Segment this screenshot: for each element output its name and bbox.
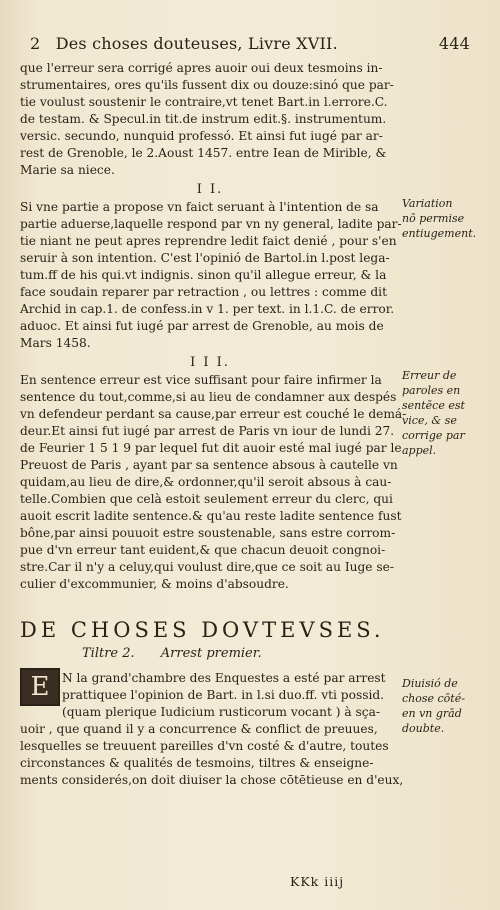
text-line: que l'erreur sera corrigé apres auoir oui deux tesmoins in- bbox=[20, 61, 383, 75]
margin-note-line: entiugement. bbox=[402, 227, 477, 240]
text-line: Preuost de Paris , ayant par sa sentence absous à cautelle vn bbox=[20, 458, 398, 472]
text-line: face soudain reparer par retraction , ou lettres : comme dit bbox=[20, 285, 387, 299]
text-line: stre.Car il n'y a celuy,qui voulust dire,que ce soit au Iuge se- bbox=[20, 560, 394, 574]
margin-note-line: doubte. bbox=[402, 722, 445, 735]
text-line: Mars 1458. bbox=[20, 336, 91, 350]
text-line: tie voulust soustenir le contraire,vt tenet Bart.in l.errore.C. bbox=[20, 95, 388, 109]
text-line: lesquelles se treuuent pareilles d'vn costé & d'autre, toutes bbox=[20, 739, 389, 753]
final-paragraph bbox=[20, 704, 404, 789]
text-line: tum.ff de his qui.vt indignis. sinon qu'il allegue erreur, & la bbox=[20, 268, 387, 282]
margin-note-line: paroles en bbox=[402, 384, 461, 397]
chapter-subtitle bbox=[82, 646, 284, 661]
margin-note-line: chose cōté- bbox=[402, 692, 465, 705]
text-line: de testam. & Specul.in tit.de instrum edit.§. instrumentum. bbox=[20, 112, 387, 126]
text-line: Archid in cap.1. de confess.in v 1. per text. in l.1.C. de error. bbox=[20, 302, 395, 316]
margin-note-line: en vn grād bbox=[402, 707, 462, 720]
text-line: versic. secundo, nunquid professó. Et ainsi fut iugé par ar- bbox=[20, 129, 383, 143]
running-head bbox=[30, 34, 470, 53]
arrest-label: Arrest premier. bbox=[160, 646, 262, 661]
margin-note-erreur bbox=[402, 368, 492, 458]
margin-note-line: nō permise bbox=[402, 212, 465, 225]
margin-note-line: corrige par bbox=[402, 429, 465, 442]
text-line: Marie sa niece. bbox=[20, 163, 115, 177]
text-line: En sentence erreur est vice suffisant pour faire infirmer la bbox=[20, 373, 382, 387]
text-line: bône,par ainsi pouuoit estre soustenable, sans estre corrom- bbox=[20, 526, 396, 540]
section-2 bbox=[20, 181, 400, 352]
text-line: vn defendeur perdant sa cause,par erreur est couché le demá- bbox=[20, 407, 407, 421]
text-line: circonstances & qualités de tesmoins, tiltres & enseigne- bbox=[20, 756, 374, 770]
margin-note-line: Variation bbox=[402, 197, 453, 210]
text-line: quidam,au lieu de dire,& ordonner,qu'il seroit absous à cau- bbox=[20, 475, 392, 489]
section-number: I I I. bbox=[190, 355, 230, 370]
dropcap-initial: E bbox=[20, 668, 60, 706]
text-line: telle.Combien que celà estoit seulement erreur du clerc, qui bbox=[20, 492, 393, 506]
text-line: strumentaires, ores qu'ils fussent dix ou douze:sinó que par- bbox=[20, 78, 394, 92]
titre-label: Tiltre 2. bbox=[82, 646, 135, 661]
margin-note-line: Diuisió de bbox=[402, 677, 458, 690]
text-line: N la grand'chambre des Enquestes a esté par arrest bbox=[62, 671, 386, 685]
margin-note-variation bbox=[402, 196, 492, 241]
chapter-title: DE CHOSES DOVTEVSES. bbox=[20, 618, 385, 642]
text-line: Si vne partie a propose vn faict seruant à l'intention de sa bbox=[20, 200, 379, 214]
margin-note-line: Erreur de bbox=[402, 369, 457, 382]
margin-note-line: sentēce est bbox=[402, 399, 465, 412]
section-number: I I. bbox=[196, 182, 224, 197]
text-line: ments considerés,on doit diuiser la chose cōtētieuse en d'eux, bbox=[20, 773, 404, 787]
catchword: KKk iiij bbox=[290, 874, 345, 889]
text-line: aduoc. Et ainsi fut iugé par arrest de Grenoble, au mois de bbox=[20, 319, 384, 333]
text-line: tie niant ne peut apres reprendre ledit faict denié , pour s'en bbox=[20, 234, 397, 248]
text-line: seruir à son intention. C'est l'opinió de Bartol.in l.post lega- bbox=[20, 251, 390, 265]
text-line: (quam plerique Iudicium rusticorum vocant ) à sça- bbox=[62, 705, 381, 719]
text-line: auoit escrit ladite sentence.& qu'au reste ladite sentence fust bbox=[20, 509, 402, 523]
text-line: prattiquee l'opinion de Bart. in l.si duo.ff. vti possid. bbox=[62, 688, 385, 702]
margin-note-diuision bbox=[402, 676, 492, 736]
margin-note-line: vice, & se bbox=[402, 414, 457, 427]
page-number: 444 bbox=[438, 34, 470, 53]
text-line: rest de Grenoble, le 2.Aoust 1457. entre Iean de Mirible, & bbox=[20, 146, 387, 160]
margin-note-line: appel. bbox=[402, 444, 437, 457]
running-title: Des choses douteuses, Livre XVII. bbox=[55, 34, 338, 53]
final-paragraph-head bbox=[62, 670, 400, 704]
text-line: pue d'vn erreur tant euident,& que chacun deuoit congnoi- bbox=[20, 543, 386, 557]
text-line: de Feurier 1 5 1 9 par lequel fut dit auoir esté mal iugé par le bbox=[20, 441, 402, 455]
signature-number: 2 bbox=[30, 34, 41, 53]
text-line: sentence du tout,comme,si au lieu de condamner aux despés bbox=[20, 390, 397, 404]
text-line: deur.Et ainsi fut iugé par arrest de Paris vn iour de lundi 27. bbox=[20, 424, 395, 438]
text-line: uoir , que quand il y a concurrence & conflict de preuues, bbox=[20, 722, 378, 736]
text-line: culier d'excommunier, & moins d'absoudre. bbox=[20, 577, 289, 591]
text-line: partie aduerse,laquelle respond par vn ny general, ladite par- bbox=[20, 217, 402, 231]
section-3 bbox=[20, 354, 407, 593]
intro-paragraph bbox=[20, 60, 400, 179]
